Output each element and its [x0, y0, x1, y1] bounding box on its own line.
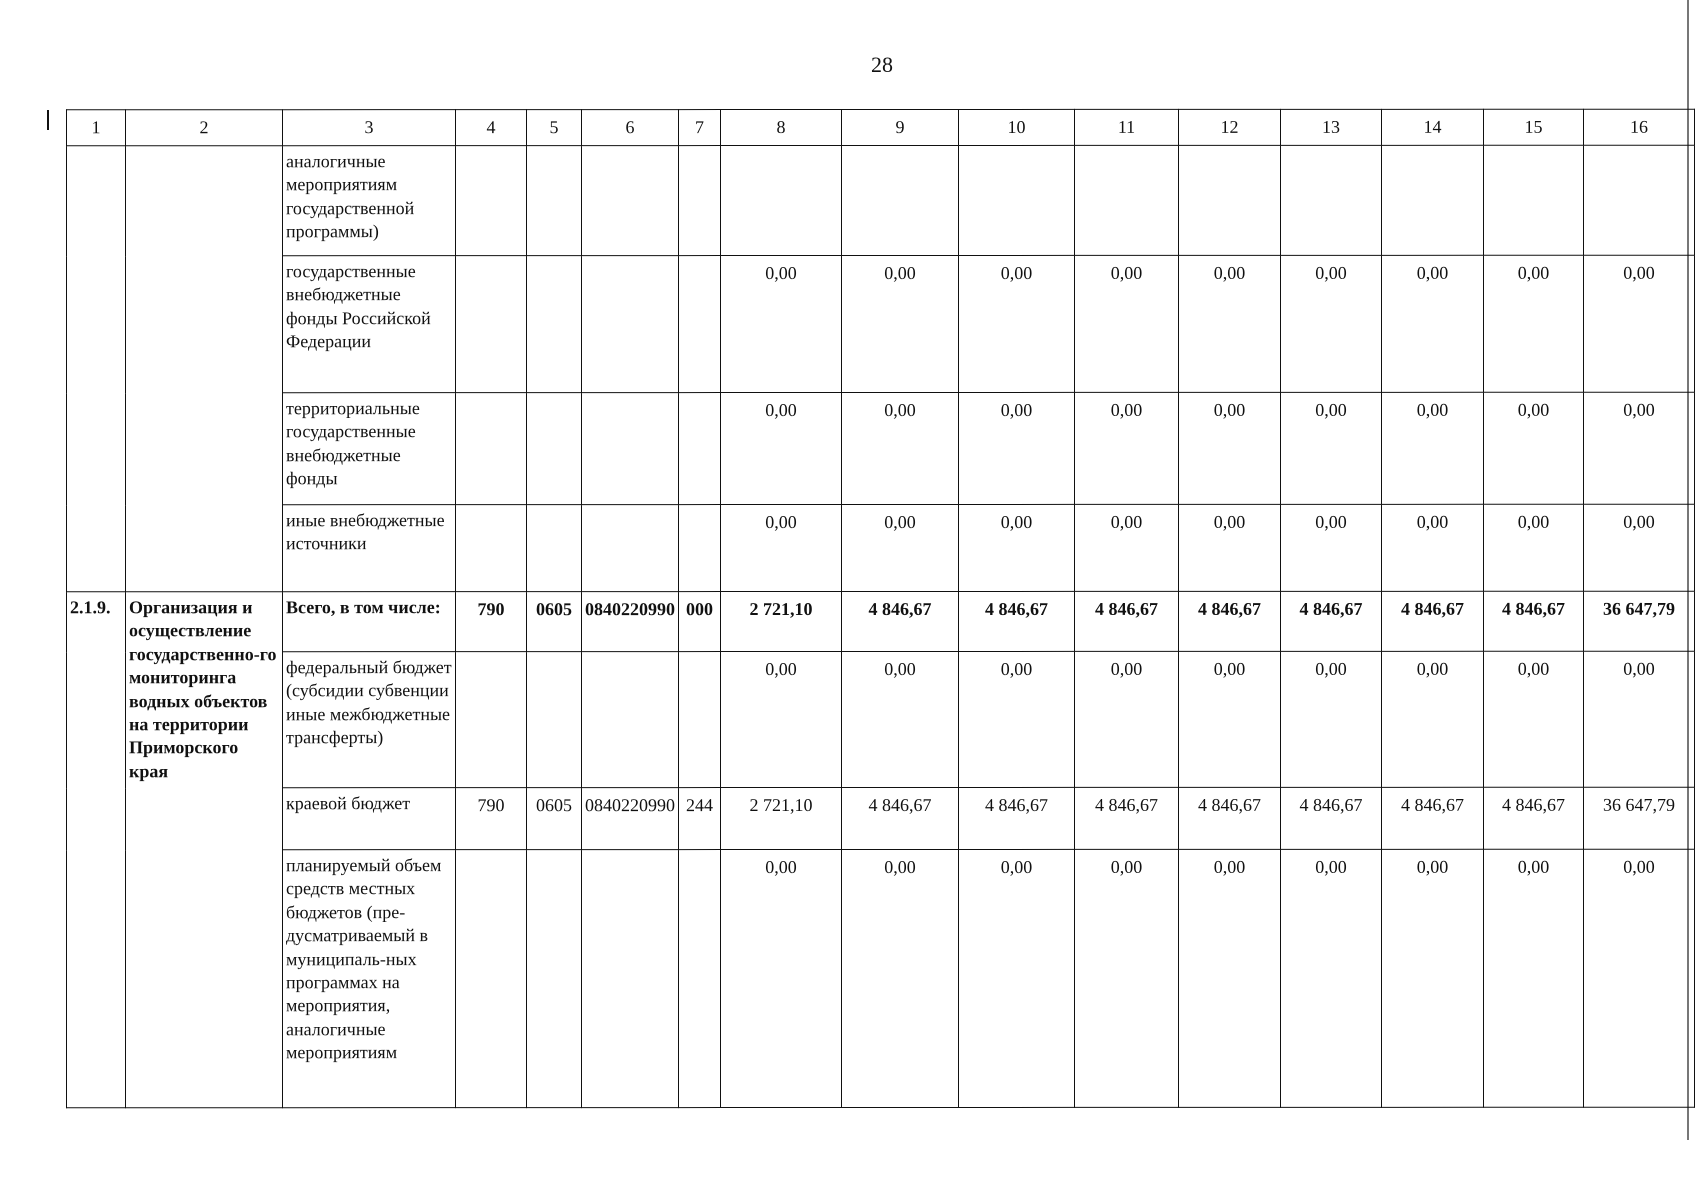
- value-cell-text: 0,00: [1213, 399, 1246, 420]
- header-cell: 13: [1281, 109, 1382, 145]
- value-cell-text: 0,00: [1315, 511, 1347, 532]
- value-cell: [1484, 145, 1584, 255]
- code-cell: [582, 788, 679, 850]
- value-cell-text: 4 846,67: [1299, 794, 1363, 815]
- code-cell: [456, 256, 527, 393]
- value-cell: [721, 146, 842, 256]
- value-cell: [1382, 591, 1484, 651]
- table-row: [67, 255, 1695, 393]
- value-cell-text: 0,00: [765, 512, 797, 533]
- value-cell: [1179, 255, 1281, 392]
- value-cell: [1584, 255, 1695, 392]
- table-row: [67, 145, 1695, 256]
- value-cell-text: 0,00: [1517, 399, 1550, 420]
- value-cell-text: 4 846,67: [985, 794, 1048, 815]
- value-cell: [1281, 591, 1382, 651]
- code-cell: [582, 652, 679, 788]
- value-cell-text: 0,00: [1315, 399, 1347, 420]
- value-cell-text: 0,00: [1000, 262, 1033, 283]
- value-cell-text: 0,00: [1110, 511, 1143, 532]
- header-cell: 5: [527, 110, 582, 146]
- value-cell-text: 0,00: [1517, 511, 1550, 532]
- value-cell: [721, 505, 842, 592]
- value-cell: [1281, 849, 1382, 1107]
- value-cell: [1382, 787, 1484, 849]
- value-cell-text: 4 846,67: [1401, 794, 1464, 815]
- value-cell-text: 0,00: [1416, 511, 1449, 532]
- value-cell-text: 0,00: [1416, 658, 1449, 679]
- code-cell: [527, 505, 582, 592]
- item-name-cell-text: Организация и осуществление государственно-го мониторинга водных объектов на территории Приморского края: [129, 597, 277, 781]
- source-label-cell: [283, 788, 456, 850]
- value-cell: [959, 145, 1075, 255]
- value-cell: [1281, 392, 1382, 504]
- code-cell-text: 0840220990: [585, 795, 675, 816]
- header-cell: 8: [721, 110, 842, 146]
- code-cell: [527, 393, 582, 505]
- code-cell: [582, 146, 679, 256]
- value-cell: [1584, 392, 1695, 504]
- header-cell: 14: [1382, 109, 1484, 145]
- budget-table: [66, 109, 1695, 1109]
- code-cell-text: 790: [477, 795, 505, 816]
- code-cell-text: 0605: [536, 599, 572, 620]
- value-cell: [1584, 787, 1695, 849]
- value-cell: [1075, 392, 1179, 504]
- code-cell-text: 790: [477, 599, 505, 620]
- value-cell: [1281, 504, 1382, 591]
- value-cell: [1382, 651, 1484, 787]
- header-cell: 16: [1584, 109, 1695, 145]
- value-cell-text: 0,00: [1517, 658, 1550, 679]
- value-cell-text: 0,00: [1110, 399, 1143, 420]
- value-cell: [1484, 849, 1584, 1107]
- value-cell: [959, 591, 1075, 651]
- source-label-cell-text: государственные внебюджетные фонды Российской Федерации: [286, 261, 431, 352]
- value-cell-text: 4 846,67: [1299, 598, 1363, 619]
- header-cell: 1: [67, 110, 126, 146]
- code-cell: [679, 788, 721, 850]
- value-cell: [1584, 591, 1695, 651]
- value-cell-text: 0,00: [884, 399, 916, 420]
- value-cell: [1075, 504, 1179, 591]
- value-cell: [1179, 849, 1281, 1107]
- item-name-cell: [126, 592, 283, 1108]
- code-cell: [679, 652, 721, 788]
- value-cell: [959, 787, 1075, 849]
- code-cell-text: 0840220990: [585, 599, 675, 620]
- value-cell-text: 0,00: [765, 857, 797, 878]
- value-cell-text: 0,00: [1623, 856, 1655, 877]
- value-cell: [959, 651, 1075, 787]
- value-cell-text: 4 846,67: [1502, 794, 1565, 815]
- table-row: [67, 392, 1695, 505]
- value-cell: [1179, 787, 1281, 849]
- value-cell: [721, 788, 842, 850]
- value-cell-text: 0,00: [1213, 658, 1246, 679]
- source-label-cell: [283, 652, 456, 788]
- code-cell: [456, 393, 527, 505]
- value-cell: [1382, 504, 1484, 591]
- code-cell: [582, 256, 679, 393]
- header-cell: 12: [1179, 109, 1281, 145]
- value-cell: [1584, 145, 1695, 255]
- value-cell: [1484, 651, 1584, 787]
- value-cell: [1484, 255, 1584, 392]
- value-cell: [1484, 504, 1584, 591]
- value-cell-text: 0,00: [765, 263, 797, 284]
- code-cell: [527, 788, 582, 850]
- value-cell: [1179, 392, 1281, 504]
- item-number-cell-text: 2.1.9.: [70, 597, 111, 618]
- value-cell: [842, 145, 959, 255]
- value-cell-text: 0,00: [1623, 511, 1655, 532]
- value-cell-text: 0,00: [765, 400, 797, 421]
- value-cell: [721, 256, 842, 393]
- source-label-cell-text: Всего, в том числе:: [286, 597, 441, 618]
- table-row: [67, 591, 1695, 652]
- code-cell: [527, 592, 582, 652]
- source-label-cell: [283, 146, 456, 256]
- code-cell: [456, 788, 527, 850]
- header-cell: 11: [1075, 109, 1179, 145]
- code-cell: [456, 505, 527, 592]
- value-cell: [842, 651, 959, 787]
- value-cell-text: 36 647,79: [1603, 794, 1675, 815]
- code-cell: [582, 393, 679, 505]
- code-cell: [582, 505, 679, 592]
- value-cell: [1484, 787, 1584, 849]
- value-cell-text: 4 846,67: [1502, 598, 1565, 619]
- source-label-cell-text: краевой бюджет: [286, 793, 411, 814]
- code-cell-text: 244: [686, 795, 713, 816]
- code-cell: [527, 256, 582, 393]
- code-cell-text: 000: [686, 599, 713, 620]
- value-cell: [959, 255, 1075, 392]
- value-cell: [1075, 849, 1179, 1107]
- value-cell-text: 0,00: [884, 856, 916, 877]
- value-cell-text: 0,00: [1623, 262, 1655, 283]
- value-cell-text: 0,00: [1000, 511, 1033, 532]
- source-label-cell-text: иные внебюджетные источники: [286, 510, 445, 554]
- value-cell-text: 0,00: [1000, 399, 1033, 420]
- value-cell: [1281, 651, 1382, 787]
- value-cell-text: 0,00: [1000, 856, 1033, 877]
- header-cell: 2: [126, 110, 283, 146]
- value-cell-text: 0,00: [765, 659, 797, 680]
- value-cell: [1281, 145, 1382, 255]
- code-cell: [456, 652, 527, 788]
- value-cell: [1075, 651, 1179, 787]
- value-cell: [842, 787, 959, 849]
- value-cell-text: 0,00: [1416, 399, 1449, 420]
- code-cell: [582, 592, 679, 652]
- header-cell: 10: [959, 109, 1075, 145]
- value-cell: [1179, 591, 1281, 651]
- value-cell-text: 4 846,67: [985, 598, 1048, 619]
- value-cell: [1584, 651, 1695, 787]
- value-cell-text: 0,00: [1623, 658, 1655, 679]
- value-cell-text: 4 846,67: [1095, 598, 1158, 619]
- header-cell: 15: [1484, 109, 1584, 145]
- source-label-cell: [283, 850, 456, 1108]
- value-cell: [1075, 145, 1179, 255]
- value-cell: [842, 591, 959, 651]
- code-cell: [679, 505, 721, 592]
- value-cell: [1075, 591, 1179, 651]
- value-cell-text: 0,00: [1213, 511, 1246, 532]
- value-cell: [1484, 392, 1584, 504]
- value-cell: [1382, 255, 1484, 392]
- value-cell: [842, 255, 959, 392]
- header-cell: 3: [283, 110, 456, 146]
- value-cell-text: 0,00: [1623, 399, 1655, 420]
- code-cell-text: 0605: [536, 795, 572, 816]
- code-cell: [527, 146, 582, 256]
- source-label-cell: [283, 393, 456, 505]
- value-cell-text: 0,00: [1517, 856, 1550, 877]
- code-cell: [679, 850, 721, 1108]
- value-cell-text: 4 846,67: [1198, 598, 1261, 619]
- value-cell-text: 2 721,10: [749, 795, 813, 816]
- value-cell: [1584, 849, 1695, 1107]
- value-cell-text: 0,00: [1315, 658, 1347, 679]
- name-cell: [126, 146, 283, 592]
- value-cell: [721, 592, 842, 652]
- margin-mark: [47, 110, 49, 130]
- code-cell: [679, 592, 721, 652]
- value-cell: [1382, 392, 1484, 504]
- value-cell-text: 4 846,67: [868, 794, 932, 816]
- value-cell-text: 0,00: [1517, 262, 1550, 283]
- value-cell: [721, 850, 842, 1108]
- value-cell-text: 0,00: [1315, 856, 1347, 877]
- value-cell-text: 0,00: [1416, 856, 1449, 877]
- table-row: [67, 651, 1695, 788]
- value-cell-text: 0,00: [884, 658, 916, 679]
- code-cell: [527, 652, 582, 788]
- value-cell: [959, 849, 1075, 1107]
- value-cell: [1179, 504, 1281, 591]
- code-cell: [679, 146, 721, 256]
- value-cell-text: 2 721,10: [749, 599, 813, 620]
- value-cell: [1382, 849, 1484, 1107]
- value-cell: [1179, 651, 1281, 787]
- table-row: [67, 787, 1695, 850]
- value-cell-text: 0,00: [1213, 856, 1246, 877]
- value-cell: [1281, 787, 1382, 849]
- table-row: [67, 849, 1695, 1108]
- page-number: 28: [871, 52, 893, 77]
- value-cell-text: 0,00: [1110, 658, 1143, 679]
- header-cell: 7: [679, 110, 721, 146]
- code-cell: [679, 393, 721, 505]
- value-cell-text: 36 647,79: [1603, 598, 1675, 619]
- value-cell-text: 0,00: [884, 511, 916, 532]
- number-cell: [67, 146, 126, 592]
- source-label-cell-text: территориальные государственные внебюджетные фонды: [286, 398, 420, 489]
- value-cell-text: 4 846,67: [1198, 794, 1261, 815]
- code-cell: [456, 850, 527, 1108]
- value-cell: [1484, 591, 1584, 651]
- item-number-cell: [67, 592, 126, 1108]
- value-cell: [1179, 145, 1281, 255]
- source-label-cell: [283, 592, 456, 652]
- value-cell: [959, 392, 1075, 504]
- code-cell: [679, 256, 721, 393]
- value-cell: [842, 849, 959, 1107]
- value-cell: [842, 392, 959, 504]
- value-cell-text: 4 846,67: [868, 598, 932, 620]
- table-body: [67, 109, 1695, 1108]
- source-label-cell: [283, 505, 456, 592]
- value-cell: [1281, 255, 1382, 392]
- value-cell: [1584, 504, 1695, 591]
- value-cell: [1382, 145, 1484, 255]
- value-cell-text: 0,00: [1000, 658, 1033, 679]
- value-cell-text: 0,00: [1315, 262, 1347, 283]
- value-cell: [1075, 787, 1179, 849]
- header-cell: 9: [842, 109, 959, 145]
- value-cell: [721, 652, 842, 788]
- header-cell: 6: [582, 110, 679, 146]
- value-cell-text: 0,00: [1213, 262, 1246, 283]
- source-label-cell-text: федеральный бюджет (субсидии субвенции иные межбюджетные трансферты): [286, 657, 452, 748]
- value-cell-text: 0,00: [1110, 856, 1143, 877]
- value-cell: [959, 504, 1075, 591]
- header-row: [67, 109, 1695, 146]
- header-cell: 4: [456, 110, 527, 146]
- source-label-cell: [283, 256, 456, 393]
- value-cell: [1075, 255, 1179, 392]
- value-cell: [842, 504, 959, 591]
- value-cell-text: 0,00: [1416, 262, 1449, 283]
- table-row: [67, 504, 1695, 592]
- source-label-cell-text: планируемый объем средств местных бюджетов (пре-дусматриваемый в муниципаль-ных программах на мероприятия, аналогичные мероприятиям: [286, 855, 442, 1063]
- value-cell: [721, 393, 842, 505]
- code-cell: [456, 146, 527, 256]
- code-cell: [527, 850, 582, 1108]
- value-cell-text: 0,00: [1110, 262, 1143, 283]
- code-cell: [456, 592, 527, 652]
- code-cell: [582, 850, 679, 1108]
- value-cell-text: 4 846,67: [1095, 794, 1158, 815]
- value-cell-text: 4 846,67: [1401, 598, 1464, 619]
- value-cell-text: 0,00: [884, 262, 916, 283]
- source-label-cell-text: аналогичные мероприятиям государственной программы): [286, 151, 415, 242]
